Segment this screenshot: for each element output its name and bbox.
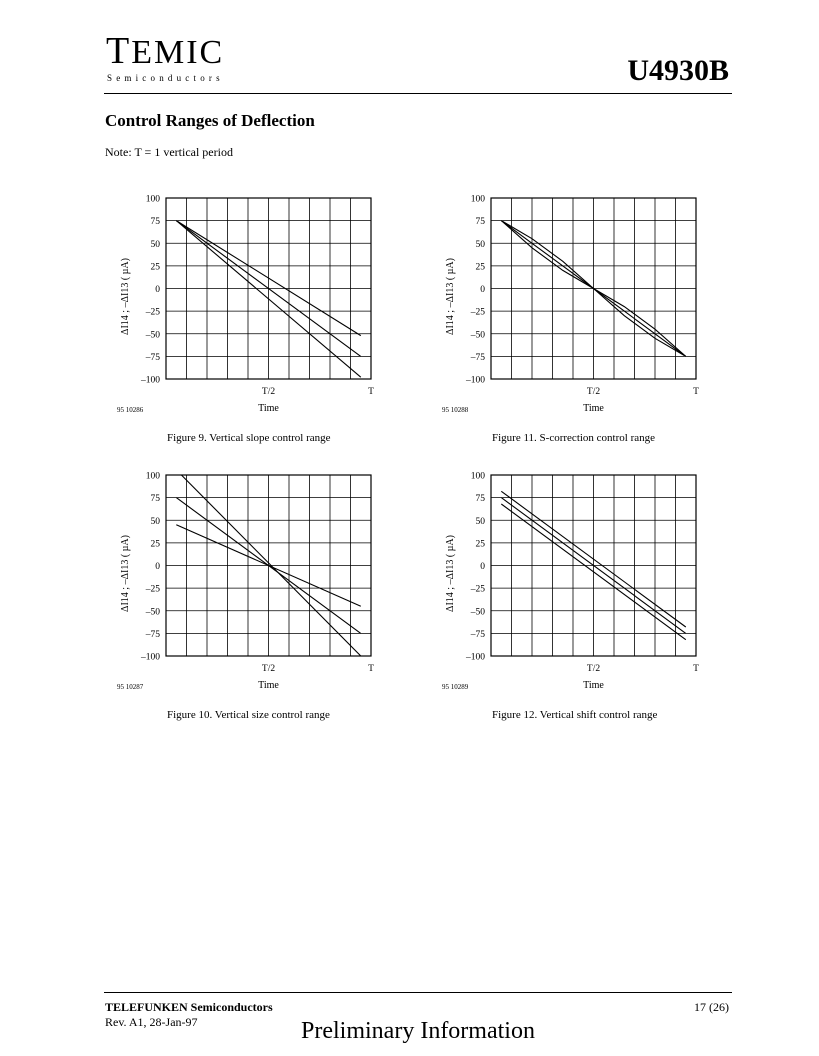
header-rule bbox=[104, 93, 732, 94]
y-tick-label: 50 bbox=[150, 516, 160, 527]
plot-area bbox=[166, 198, 371, 379]
figure-11-chart bbox=[430, 185, 710, 455]
x-tick-label: T/2 bbox=[261, 664, 276, 674]
y-tick-label: –100 bbox=[141, 375, 160, 386]
temic-logo bbox=[106, 32, 224, 70]
x-axis-label: Time bbox=[583, 680, 604, 691]
x-axis-label: Time bbox=[583, 403, 604, 414]
figure-code: 95 10289 bbox=[442, 683, 469, 691]
y-tick-label: –25 bbox=[470, 307, 485, 318]
x-tick-label: T/2 bbox=[586, 387, 601, 397]
note-text: Note: T = 1 vertical period bbox=[105, 145, 233, 159]
y-tick-label: 75 bbox=[150, 494, 160, 505]
y-tick-label: –25 bbox=[145, 584, 160, 595]
y-tick-label: 25 bbox=[475, 262, 485, 273]
y-tick-label: –75 bbox=[145, 352, 160, 363]
y-tick-label: 50 bbox=[475, 239, 485, 250]
y-tick-label: –75 bbox=[145, 629, 160, 640]
y-tick-label: –50 bbox=[145, 330, 160, 341]
x-tick-label: T/2 bbox=[261, 387, 276, 397]
logo-subtitle: Semiconductors bbox=[107, 73, 224, 83]
y-tick-label: 25 bbox=[150, 539, 160, 550]
y-tick-label: –50 bbox=[470, 607, 485, 618]
y-tick-label: 0 bbox=[480, 562, 485, 572]
y-tick-label: 25 bbox=[475, 539, 485, 550]
y-tick-label: –100 bbox=[466, 375, 485, 386]
figure-caption: Figure 12. Vertical shift control range bbox=[492, 709, 658, 721]
y-tick-label: 0 bbox=[155, 285, 160, 295]
y-tick-label: 25 bbox=[150, 262, 160, 273]
y-tick-label: 100 bbox=[145, 194, 160, 205]
footer-preliminary: Preliminary Information bbox=[301, 1018, 535, 1044]
y-axis-label: ΔI14 ; –ΔI13 ( µA) bbox=[120, 535, 131, 612]
x-tick-label: T/2 bbox=[586, 664, 601, 674]
x-tick-label: T bbox=[368, 664, 374, 674]
x-tick-label: T bbox=[693, 387, 699, 397]
plot-area bbox=[166, 475, 371, 656]
footer-rule bbox=[104, 992, 732, 993]
figure-code: 95 10288 bbox=[442, 406, 469, 414]
y-axis-label: ΔI14 ; –ΔI13 ( µA) bbox=[120, 258, 131, 335]
y-tick-label: –100 bbox=[466, 652, 485, 663]
y-tick-label: 0 bbox=[155, 562, 160, 572]
logo-rest-letters: EMIC bbox=[131, 34, 225, 71]
y-tick-label: 0 bbox=[480, 285, 485, 295]
section-title: Control Ranges of Deflection bbox=[105, 111, 315, 130]
figure-12-chart bbox=[430, 462, 710, 732]
footer-revision: Rev. A1, 28-Jan-97 bbox=[105, 1015, 198, 1029]
figure-10-chart bbox=[105, 462, 385, 732]
y-tick-label: 100 bbox=[145, 471, 160, 482]
footer-company: TELEFUNKEN Semiconductors bbox=[105, 1000, 273, 1014]
x-axis-label: Time bbox=[258, 680, 279, 691]
y-tick-label: 100 bbox=[470, 471, 485, 482]
y-tick-label: 75 bbox=[150, 217, 160, 228]
y-tick-label: 100 bbox=[470, 194, 485, 205]
y-tick-label: –75 bbox=[470, 629, 485, 640]
y-tick-label: 50 bbox=[475, 516, 485, 527]
footer-page-number: 17 (26) bbox=[694, 1000, 729, 1014]
y-tick-label: –50 bbox=[145, 607, 160, 618]
figure-9-chart bbox=[105, 185, 385, 455]
y-tick-label: –50 bbox=[470, 330, 485, 341]
x-axis-label: Time bbox=[258, 403, 279, 414]
figure-caption: Figure 11. S-correction control range bbox=[492, 432, 656, 444]
y-tick-label: 75 bbox=[475, 494, 485, 505]
y-axis-label: ΔI14 ; –ΔI13 ( µA) bbox=[445, 258, 456, 335]
figure-caption: Figure 10. Vertical size control range bbox=[167, 709, 330, 721]
x-tick-label: T bbox=[693, 664, 699, 674]
logo-first-letter: T bbox=[106, 30, 132, 72]
plot-area bbox=[491, 475, 696, 656]
y-tick-label: –75 bbox=[470, 352, 485, 363]
y-axis-label: ΔI14 ; –ΔI13 ( µA) bbox=[445, 535, 456, 612]
figure-caption: Figure 9. Vertical slope control range bbox=[167, 432, 331, 444]
y-tick-label: –25 bbox=[145, 307, 160, 318]
figure-code: 95 10286 bbox=[117, 406, 144, 414]
y-tick-label: –25 bbox=[470, 584, 485, 595]
y-tick-label: 50 bbox=[150, 239, 160, 250]
x-tick-label: T bbox=[368, 387, 374, 397]
plot-area bbox=[491, 198, 696, 379]
y-tick-label: 75 bbox=[475, 217, 485, 228]
part-number: U4930B bbox=[627, 54, 729, 87]
figure-code: 95 10287 bbox=[117, 683, 144, 691]
y-tick-label: –100 bbox=[141, 652, 160, 663]
